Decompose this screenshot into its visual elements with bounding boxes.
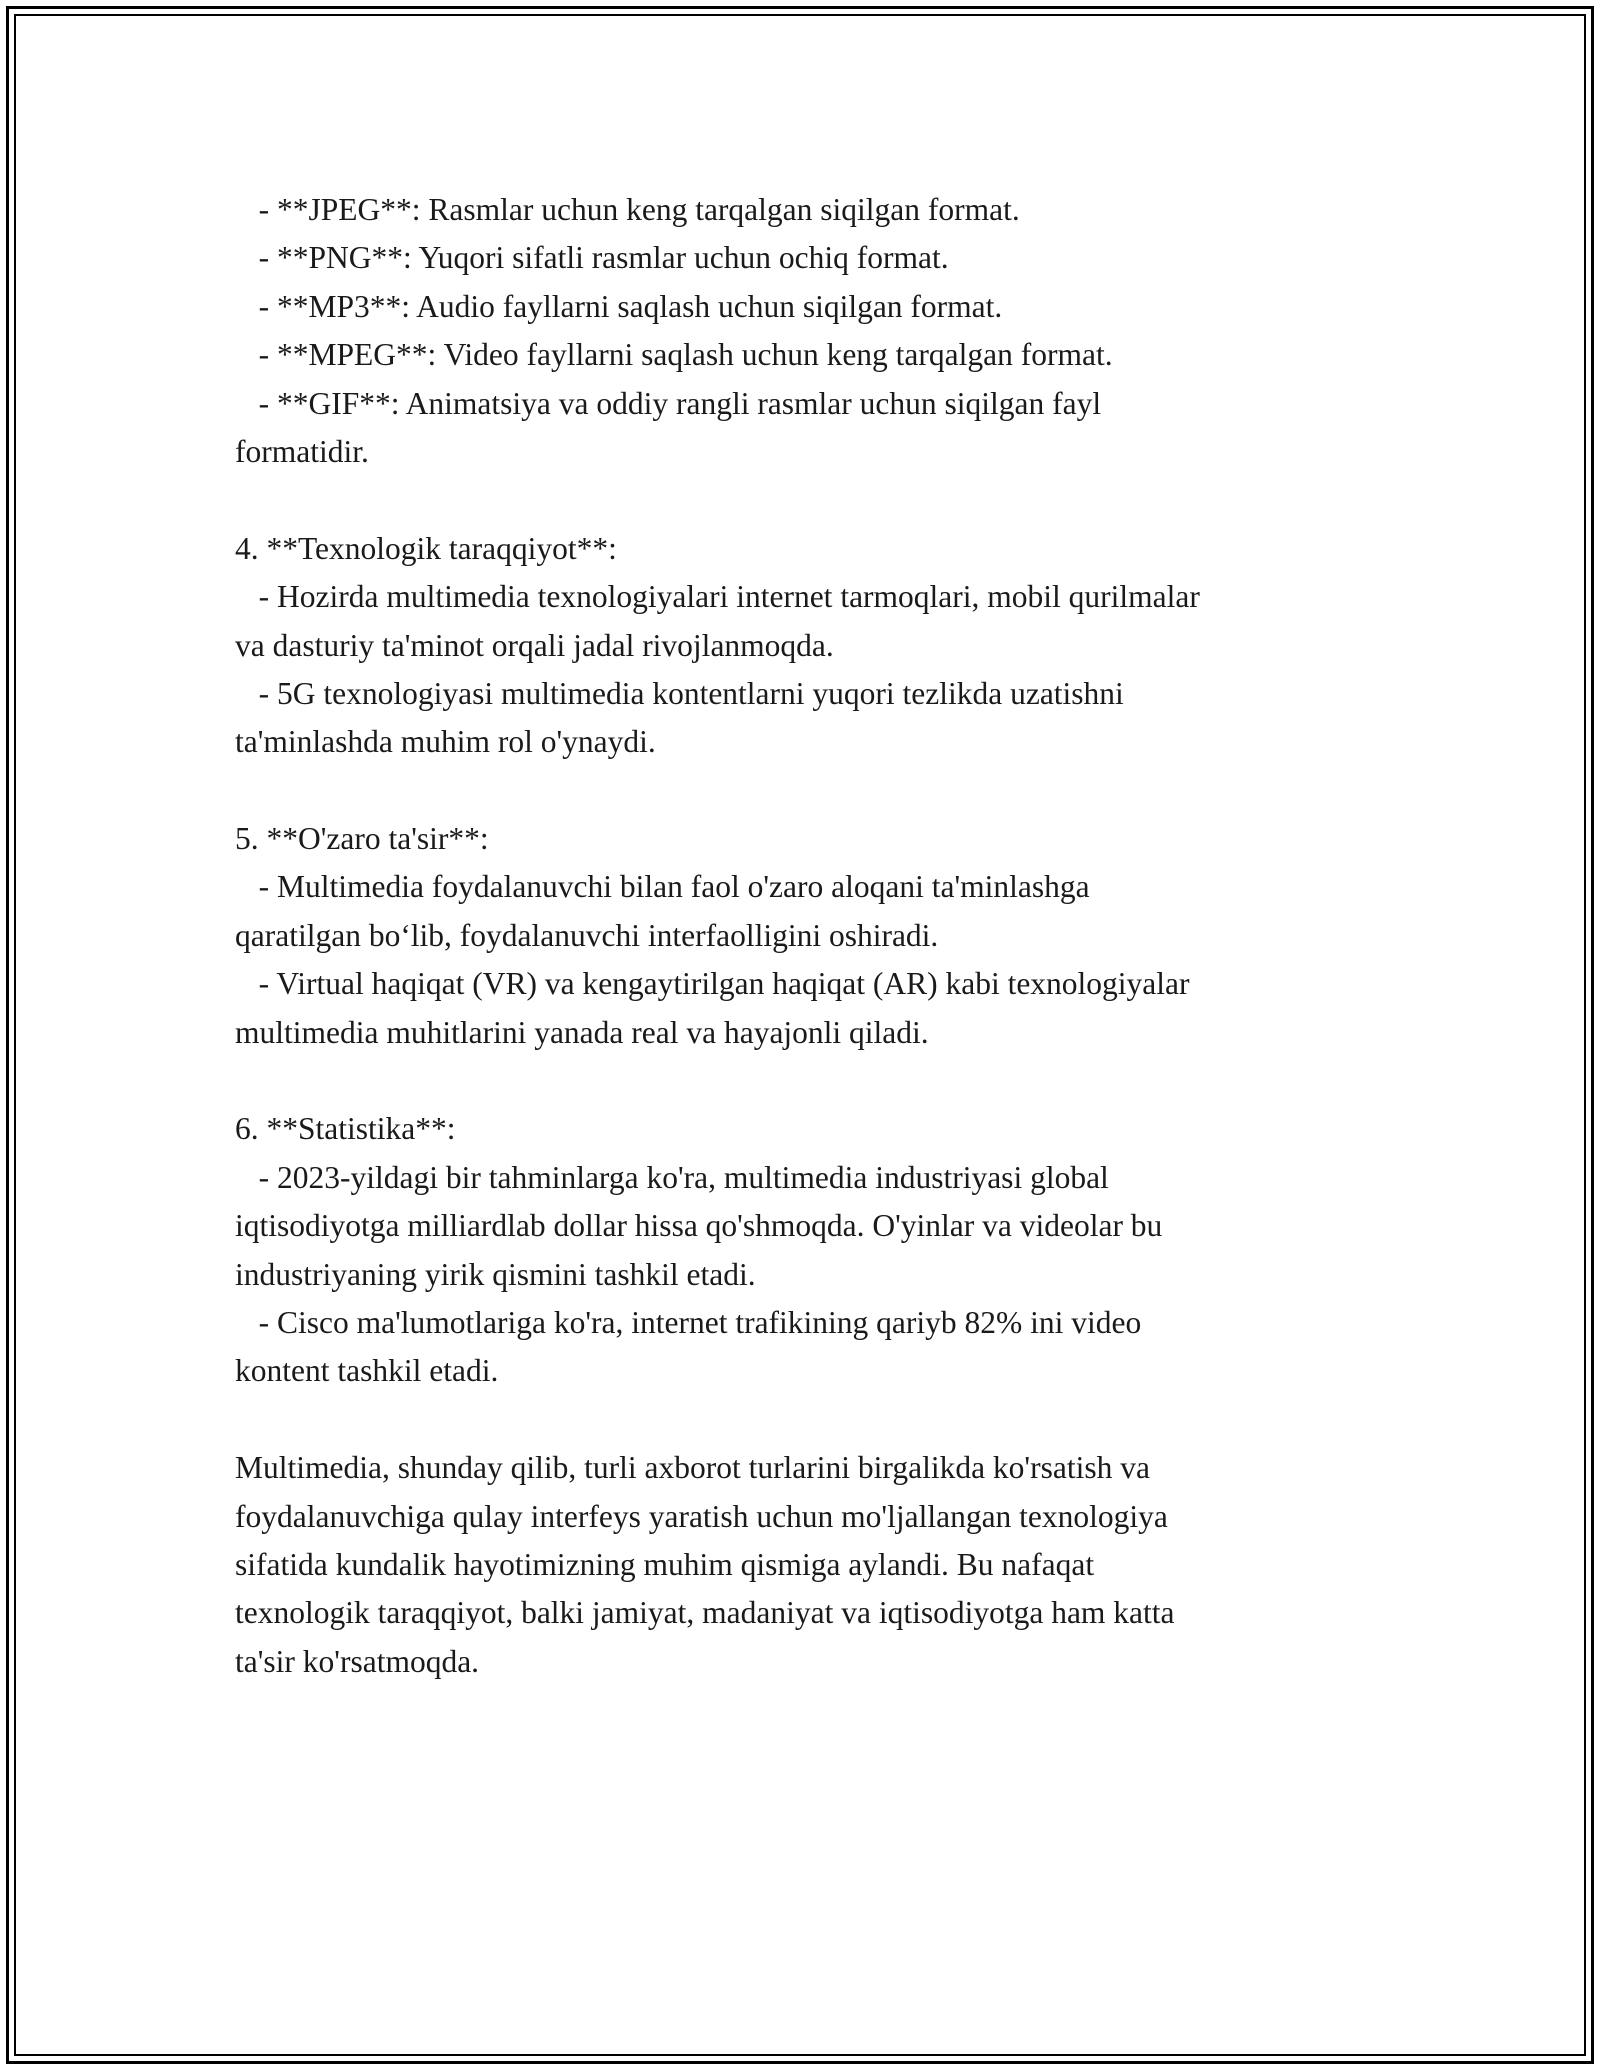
text-line: - **MPEG**: Video fayllarni saqlash uchun keng tarqalgan format. <box>235 337 1113 373</box>
text-line: multimedia muhitlarini yanada real va hayajonli qiladi. <box>235 1014 929 1050</box>
text-line: - **PNG**: Yuqori sifatli rasmlar uchun ochiq format. <box>235 240 949 276</box>
text-line: texnologik taraqqiyot, balki jamiyat, madaniyat va iqtisodiyotga ham katta <box>235 1595 1175 1631</box>
text-line: va dasturiy ta'minot orqali jadal rivojlanmoqda. <box>235 627 834 663</box>
text-line: - **MP3**: Audio fayllarni saqlash uchun siqilgan format. <box>235 288 1003 324</box>
text-line: iqtisodiyotga milliardlab dollar hissa qo'shmoqda. O'yinlar va videolar bu <box>235 1208 1163 1244</box>
text-line: formatidir. <box>235 433 369 469</box>
blank-line <box>235 767 1385 815</box>
text-line: - Hozirda multimedia texnologiyalari internet tarmoqlari, mobil qurilmalar <box>235 579 1200 615</box>
text-line: 6. **Statistika**: <box>235 1111 456 1147</box>
text-line: ta'minlashda muhim rol o'ynaydi. <box>235 724 656 760</box>
text-line: - **JPEG**: Rasmlar uchun keng tarqalgan siqilgan format. <box>235 192 1020 227</box>
text-line: qaratilgan bo‘lib, foydalanuvchi interfaolligini oshiradi. <box>235 917 939 953</box>
text-line: - 5G texnologiyasi multimedia kontentlarni yuqori tezlikda uzatishni <box>235 675 1124 711</box>
text-line: 4. **Texnologik taraqqiyot**: <box>235 530 617 566</box>
text-line: - 2023-yildagi bir tahminlarga ko'ra, multimedia industriyasi global <box>235 1159 1109 1195</box>
text-line: industriyaning yirik qismini tashkil etadi. <box>235 1256 756 1292</box>
text-line: - Cisco ma'lumotlariga ko'ra, internet trafikining qariyb 82% ini video <box>235 1304 1142 1340</box>
text-line: Multimedia, shunday qilib, turli axborot turlarini birgalikda ko'rsatish va <box>235 1450 1150 1486</box>
text-line: kontent tashkil etadi. <box>235 1353 499 1389</box>
blank-line <box>235 1057 1385 1105</box>
text-line: 5. **O'zaro ta'sir**: <box>235 821 489 857</box>
document-body <box>235 186 1385 1686</box>
text-line: - Multimedia foydalanuvchi bilan faol o'zaro aloqani ta'minlashga <box>235 869 1090 905</box>
blank-line <box>235 1396 1385 1444</box>
text-line: sifatida kundalik hayotimizning muhim qismiga aylandi. Bu nafaqat <box>235 1546 1095 1582</box>
blank-line <box>235 476 1385 524</box>
text-line: - **GIF**: Animatsiya va oddiy rangli rasmlar uchun siqilgan fayl <box>235 385 1102 421</box>
text-line: ta'sir ko'rsatmoqda. <box>235 1643 480 1679</box>
text-line: - Virtual haqiqat (VR) va kengaytirilgan haqiqat (AR) kabi texnologiyalar <box>235 966 1190 1002</box>
text-line: foydalanuvchiga qulay interfeys yaratish uchun mo'ljallangan texnologiya <box>235 1498 1168 1534</box>
